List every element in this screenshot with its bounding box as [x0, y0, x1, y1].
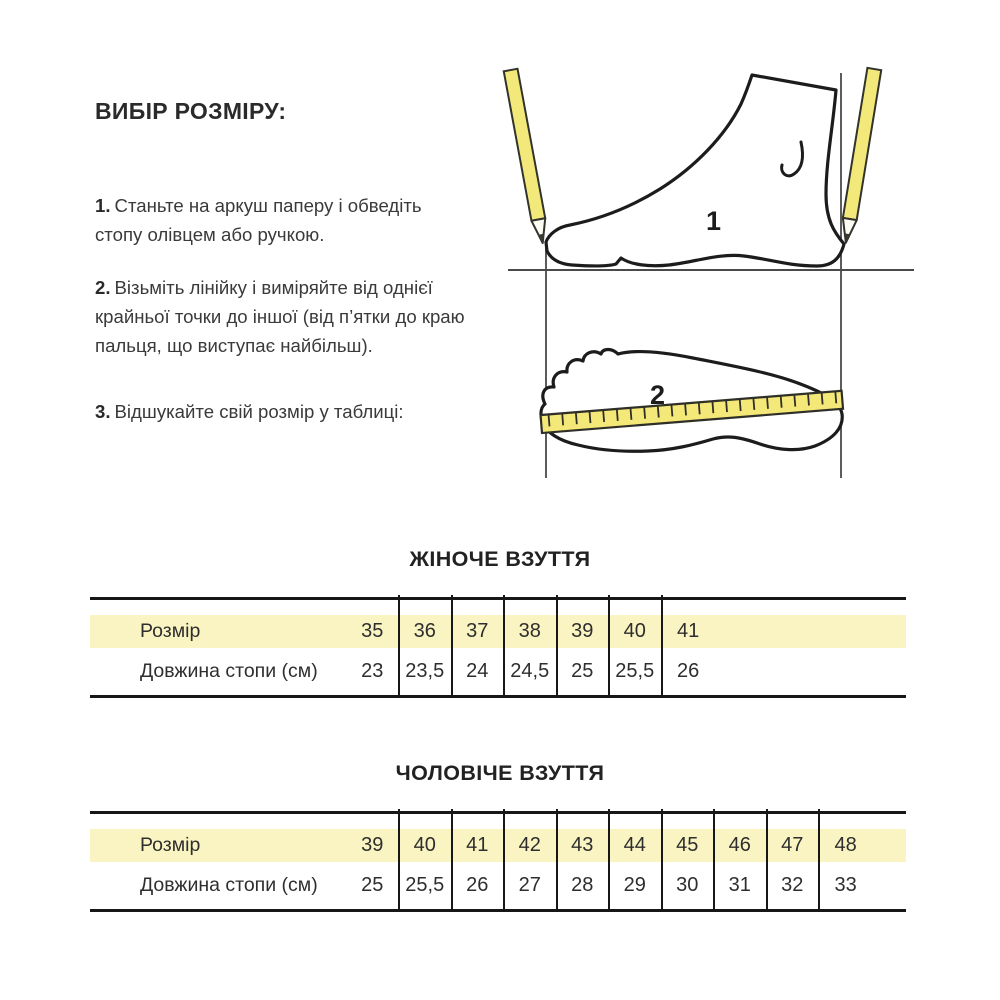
- length-cell: 25,5: [615, 660, 655, 682]
- instruction-step-2: [95, 273, 470, 360]
- length-cell: 23,5: [405, 660, 445, 682]
- instruction-step-1: [95, 191, 470, 249]
- column-divider: [818, 809, 820, 909]
- size-cell: 37: [466, 620, 489, 642]
- length-cell: 30: [676, 874, 699, 896]
- step-text: Станьте на аркуш паперу і обведіть стопу олівцем або ручкою.: [95, 194, 422, 245]
- size-cell: 45: [676, 834, 699, 856]
- column-divider: [398, 595, 400, 695]
- length-cell: 33: [834, 874, 857, 896]
- men-size-table: [90, 811, 906, 912]
- row-label: Довжина стопи (см): [140, 874, 318, 896]
- length-cell: 27: [518, 874, 541, 896]
- column-divider: [661, 809, 663, 909]
- column-divider: [503, 809, 505, 909]
- length-row: [90, 648, 906, 695]
- size-cell: 39: [361, 834, 384, 856]
- size-cell: 42: [518, 834, 541, 856]
- column-divider: [398, 809, 400, 909]
- column-divider: [451, 809, 453, 909]
- length-cell: 28: [571, 874, 594, 896]
- step-2-diagram-label: 2: [650, 380, 666, 410]
- size-cell: 43: [571, 834, 594, 856]
- length-cell: 26: [466, 874, 489, 896]
- row-label: Розмір: [140, 620, 201, 642]
- length-cell: 32: [781, 874, 804, 896]
- foot-measurement-illustration: [488, 58, 920, 528]
- size-cell: 35: [361, 620, 384, 642]
- size-cell: 38: [518, 620, 541, 642]
- size-cell: 39: [571, 620, 594, 642]
- page-title: ВИБІР РОЗМІРУ:: [95, 98, 287, 124]
- step-text: Відшукайте свій розмір у таблиці:: [114, 400, 404, 422]
- women-table-title: ЖІНОЧЕ ВЗУТТЯ: [409, 547, 591, 571]
- column-divider: [608, 595, 610, 695]
- column-divider: [556, 809, 558, 909]
- column-divider: [503, 595, 505, 695]
- size-cell: 47: [781, 834, 804, 856]
- length-cell: 24,5: [510, 660, 550, 682]
- column-divider: [766, 809, 768, 909]
- table-top-gap: [90, 600, 906, 615]
- step-number: 1.: [95, 194, 111, 216]
- step-1-diagram-label: 1: [706, 206, 722, 236]
- length-cell: 31: [728, 874, 751, 896]
- size-row: [90, 829, 906, 862]
- left-pencil-icon: [504, 69, 550, 245]
- women-size-table: [90, 597, 906, 698]
- length-row: [90, 862, 906, 909]
- length-cell: 29: [623, 874, 646, 896]
- step-text: Візьміть лінійку і виміряйте від однієї крайньої точки до іншої (від п’ятки до краю пальця, що виступає найбільш).: [95, 276, 465, 356]
- length-cell: 24: [466, 660, 489, 682]
- length-cell: 23: [361, 660, 384, 682]
- step-number: 2.: [95, 276, 111, 298]
- table-top-gap: [90, 814, 906, 829]
- row-label: Довжина стопи (см): [140, 660, 318, 682]
- column-divider: [608, 809, 610, 909]
- column-divider: [713, 809, 715, 909]
- row-label: Розмір: [140, 834, 201, 856]
- size-cell: 40: [623, 620, 646, 642]
- size-row: [90, 615, 906, 648]
- size-cell: 40: [413, 834, 436, 856]
- column-divider: [661, 595, 663, 695]
- size-cell: 36: [413, 620, 436, 642]
- size-cell: 41: [677, 620, 700, 642]
- size-cell: 48: [834, 834, 857, 856]
- size-cell: 46: [728, 834, 751, 856]
- length-cell: 25: [361, 874, 384, 896]
- length-cell: 26: [677, 660, 700, 682]
- length-cell: 25,5: [405, 874, 445, 896]
- column-divider: [451, 595, 453, 695]
- men-table-title: ЧОЛОВІЧЕ ВЗУТТЯ: [395, 761, 605, 785]
- column-divider: [556, 595, 558, 695]
- size-cell: 44: [623, 834, 646, 856]
- instruction-step-3: [95, 397, 470, 426]
- length-cell: 25: [571, 660, 594, 682]
- right-pencil-icon: [839, 68, 881, 244]
- size-cell: 41: [466, 834, 489, 856]
- step-number: 3.: [95, 400, 111, 422]
